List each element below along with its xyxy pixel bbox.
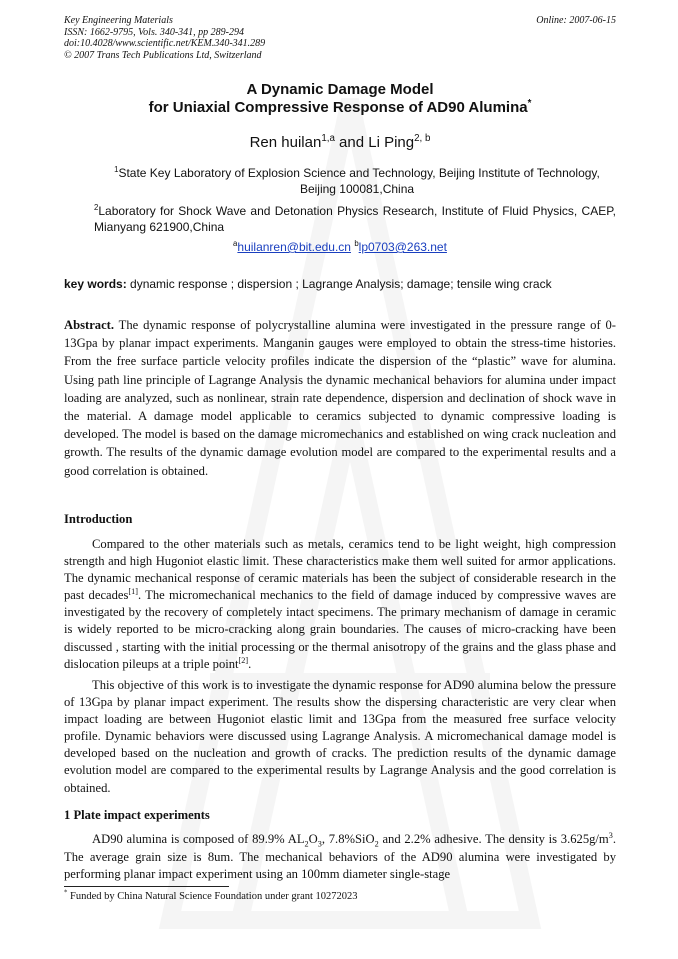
author-joiner: and (334, 134, 369, 151)
section-1-heading: 1 Plate impact experiments (64, 808, 210, 822)
sec1-sub-3: 2 (374, 839, 379, 849)
email-link-b[interactable]: lp0703@263.net (358, 240, 447, 254)
introduction-paragraph-2: This objective of this work is to investigate the dynamic response for AD90 alumina below the pressure of 13Gpa by planar impact experiment. The results show the dispersing characteristic are very clear when impact loading are between Hugoniot elastic limit and 13Gpa from the measured free surface velocity profile. Dynamic behaviors were discussed using Lagrange Analysis. A micromechanical damage model is developed based on the nucleation and growth of cracks. The prediction results of the dynamic damage evolution model are compared to the experimental results by Lagrange Analysis and the good correlation is obtained. (64, 678, 616, 795)
journal-name: Key Engineering Materials (64, 15, 173, 26)
footnote (64, 891, 358, 902)
intro-p1-part-b: . The micromechanical mechanics to the field of damage induced by compressive waves are investigated by the recovery of completely intact specimens. The primary mechanism of damage in ceramic is widely reported to be micro-cracking along grain boundaries. The causes of micro-cracking have been discussed , starting with the initial processing or the thermal anisotropy of the grains and the glass phase and dislocation pileups at a triple point (64, 588, 616, 671)
author-1: Ren huilan (249, 134, 322, 151)
paper-title-line1: A Dynamic Damage Model (246, 81, 434, 98)
sec1-part-a: AD90 alumina is composed of 89.9% AL (92, 832, 305, 846)
intro-p1-part-c: . (248, 656, 252, 671)
section-1-paragraph (64, 831, 616, 884)
author-2-affil: 2, b (414, 133, 431, 144)
footnote-rule (64, 886, 229, 887)
abstract (64, 316, 616, 480)
affiliation-1 (98, 166, 616, 197)
footnote-mark: * (64, 889, 68, 897)
abstract-label: Abstract. (64, 318, 115, 332)
email-b-mark: b (354, 239, 359, 248)
footnote-text: Funded by China Natural Science Foundation under grant 10272023 (67, 891, 358, 902)
author-list (64, 134, 616, 151)
keywords-text: dynamic response ; dispersion ; Lagrange Analysis; damage; tensile wing crack (126, 277, 552, 291)
citation-2[interactable]: [2] (238, 655, 249, 665)
affiliation-2 (94, 204, 616, 235)
email-a-mark: a (233, 239, 238, 248)
email-link-a[interactable]: huilanren@bit.edu.cn (237, 240, 351, 254)
paper-title-line2 (64, 99, 616, 116)
intro-p1-part-a: Compared to the other materials such as metals, ceramics tend to be light weight, high compression strength and high Hugoniot elastic limit. These characteristics make them well suited for armor applications. The dynamic mechanical response of ceramic materials has been the subject of considerable research in the past decades (64, 537, 616, 603)
copyright-line: © 2007 Trans Tech Publications Ltd, Switzerland (64, 49, 262, 61)
sec1-part-d: and 2.2% adhesive. The density is 3.625g/m (378, 832, 609, 846)
introduction-paragraph-1 (64, 536, 616, 673)
abstract-text: The dynamic response of polycrystalline alumina were investigated in the pressure range of 0-13Gpa by planar impact experiments. Manganin gauges were employed to obtain the stress-time histories. From the free surface particle velocity profiles indicate the dispersion of the “plastic” wave for alumina. Using path line principle of Lagrange Analysis the dynamic mechanical behaviors for alumina under impact loading are analyzed, such as nonlinear, strain rate dependence, dispersion and declination of shock wave in the material. A damage model applicable to ceramics subjected to dynamic compressive loading is developed. The model is based on the damage micromechanics and established on wing crack nucleation and growth. The results of the dynamic damage evolution model are compared to the experimental results and a good correlation is obtained. (64, 318, 616, 478)
sec1-sub-1: 2 (304, 839, 309, 849)
title-footnote-mark: * (527, 98, 532, 109)
author-1-affil: 1,a (321, 133, 335, 144)
doi-line: doi:10.4028/www.scientific.net/KEM.340-341.289 (64, 38, 266, 49)
affiliation-2-text: Laboratory for Shock Wave and Detonation Physics Research, Institute of Fluid Physics, CAEP, Mianyang 621900,China (94, 204, 616, 234)
journal-header (64, 15, 616, 61)
email-line (64, 240, 616, 254)
issn-line: ISSN: 1662-9795, Vols. 340-341, pp 289-294 (64, 26, 244, 38)
author-2: Li Ping (368, 134, 415, 151)
citation-1[interactable]: [1] (128, 587, 138, 597)
sec1-sup-1: 3 (608, 830, 613, 840)
sec1-part-b: O (308, 832, 318, 846)
online-date: Online: 2007-06-15 (536, 15, 616, 26)
affiliation-1-mark: 1 (114, 165, 119, 174)
sec1-part-c: , 7.8%SiO (321, 832, 375, 846)
affiliation-2-mark: 2 (94, 203, 99, 212)
affiliation-1-text: State Key Laboratory of Explosion Science and Technology, Beijing Institute of Technology, Beijing 100081,China (118, 166, 600, 196)
sec1-part-e: . The average grain size is 8um. The mechanical behaviors of the AD90 alumina were investigated by performing planar impact experiment using an 100mm diameter single-stage (64, 832, 616, 882)
introduction-heading: Introduction (64, 512, 133, 526)
sec1-sub-2: 3 (317, 839, 322, 849)
title-line2-text: for Uniaxial Compressive Response of AD90 Alumina (148, 99, 528, 116)
keywords (64, 277, 616, 291)
keywords-label: key words: (64, 277, 127, 291)
